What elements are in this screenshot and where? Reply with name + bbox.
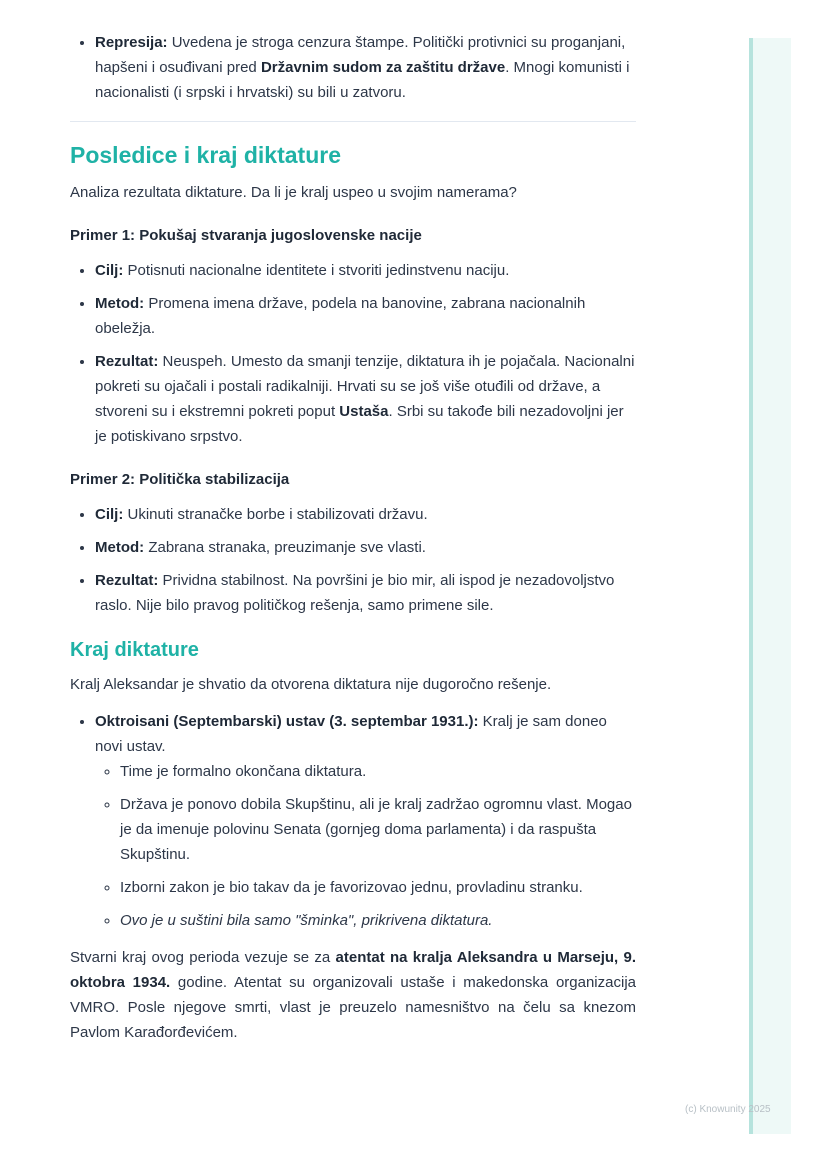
example2-list [70, 502, 636, 618]
list-item [95, 349, 636, 449]
list-item-constitution [95, 709, 636, 933]
heading-end-of-dictatorship: Kraj diktature [70, 639, 199, 661]
example2-title: Primer 2: Politička stabilizacija [70, 471, 290, 488]
result-text-end: . Srbi su takođe bili nezadovoljni jer je potiskivano srpstvo. [95, 403, 624, 445]
sub-list-item: ◦ Time je formalno okončana diktatura. [120, 759, 636, 784]
result-label: Rezultat: [95, 353, 159, 370]
list-item [95, 568, 636, 618]
copyright-watermark: (c) Knowunity 2025 [685, 1104, 771, 1115]
constitution-list [70, 709, 636, 933]
heading-consequences: Posledice i kraj diktature [70, 142, 342, 168]
list-item [95, 258, 636, 283]
method-text: Zabrana stranaka, preuzimanje sve vlasti. [144, 539, 426, 556]
list-item [95, 502, 636, 527]
consequences-intro: Analiza rezultata diktature. Da li je kralj uspeo u svojim namerama? [70, 184, 517, 201]
constitution-text: Kralj je sam doneo novi ustav. [95, 713, 607, 755]
sub-list-item: ◦ Država je ponovo dobila Skupštinu, ali je kralj zadržao ogromnu vlast. Mogao je da imenuje polovinu Senata (gornjeg doma parlamenta) i da raspušta Skupštinu. [120, 792, 636, 867]
list-item [95, 535, 636, 560]
result-label: Rezultat: [95, 572, 159, 589]
final-text-end: godine. Atentat su organizovali ustaše i makedonska organizacija VMRO. Posle njegove smrti, vlast je preuzelo namesništvo na čelu sa knezom Pavlom Karađorđevićem. [70, 974, 636, 1041]
goal-text: Potisnuti nacionalne identitete i stvoriti jedinstvenu naciju. [123, 262, 510, 279]
constitution-sublist [95, 759, 636, 933]
section-divider [70, 121, 636, 122]
final-paragraph [70, 945, 636, 1045]
side-panel [749, 38, 791, 1134]
method-text: Promena imena države, podela na banovine, zabrana nacionalnih obeležja. [95, 295, 586, 337]
goal-label: Cilj: [95, 506, 124, 523]
method-label: Metod: [95, 539, 145, 556]
final-text: Stvarni kraj ovog perioda vezuje se za [70, 949, 336, 966]
example1-list [70, 258, 636, 449]
sub-list-item: ◦ Ovo je u suštini bila samo "šminka", prikrivena diktatura. [120, 908, 636, 933]
repression-list [70, 30, 636, 105]
list-item [95, 291, 636, 341]
result-text: Neuspeh. Umesto da smanji tenzije, diktatura ih je pojačala. Nacionalni pokreti su ojačali i postali radikalniji. Hrvati su se još više otuđili od države, a stvoreni su i ekstremni pokreti poput [95, 353, 635, 420]
result-ustasa: Ustaša [339, 403, 389, 420]
goal-text: Ukinuti stranačke borbe i stabilizovati državu. [123, 506, 428, 523]
repression-court: Državnim sudom za zaštitu države [260, 59, 506, 76]
list-item-repression [95, 30, 636, 105]
goal-label: Cilj: [95, 262, 124, 279]
end-intro: Kralj Aleksandar je shvatio da otvorena diktatura nije dugoročno rešenje. [70, 676, 552, 693]
repression-text-end: . Mnogi komunisti i nacionalisti (i srpski i hrvatski) su bili u zatvoru. [95, 59, 630, 101]
assassination-text: atentat na kralja Aleksandra u Marseju, 9. oktobra 1934. [70, 949, 636, 991]
constitution-label: Oktroisani (Septembarski) ustav (3. septembar 1931.): [95, 713, 479, 730]
method-label: Metod: [95, 295, 145, 312]
repression-text: Uvedena je stroga cenzura štampe. Politički protivnici su proganjani, hapšeni i osuđivani pred [95, 34, 626, 76]
document-content [70, 30, 636, 1053]
example1-title: Primer 1: Pokušaj stvaranja jugoslovenske nacije [70, 227, 422, 244]
result-text: Prividna stabilnost. Na površini je bio mir, ali ispod je nezadovoljstvo raslo. Nije bilo pravog političkog rešenja, samo primene sile. [95, 572, 615, 614]
sub-list-item: ◦ Izborni zakon je bio takav da je favorizovao jednu, provladinu stranku. [120, 875, 636, 900]
repression-label: Represija: [95, 34, 168, 51]
